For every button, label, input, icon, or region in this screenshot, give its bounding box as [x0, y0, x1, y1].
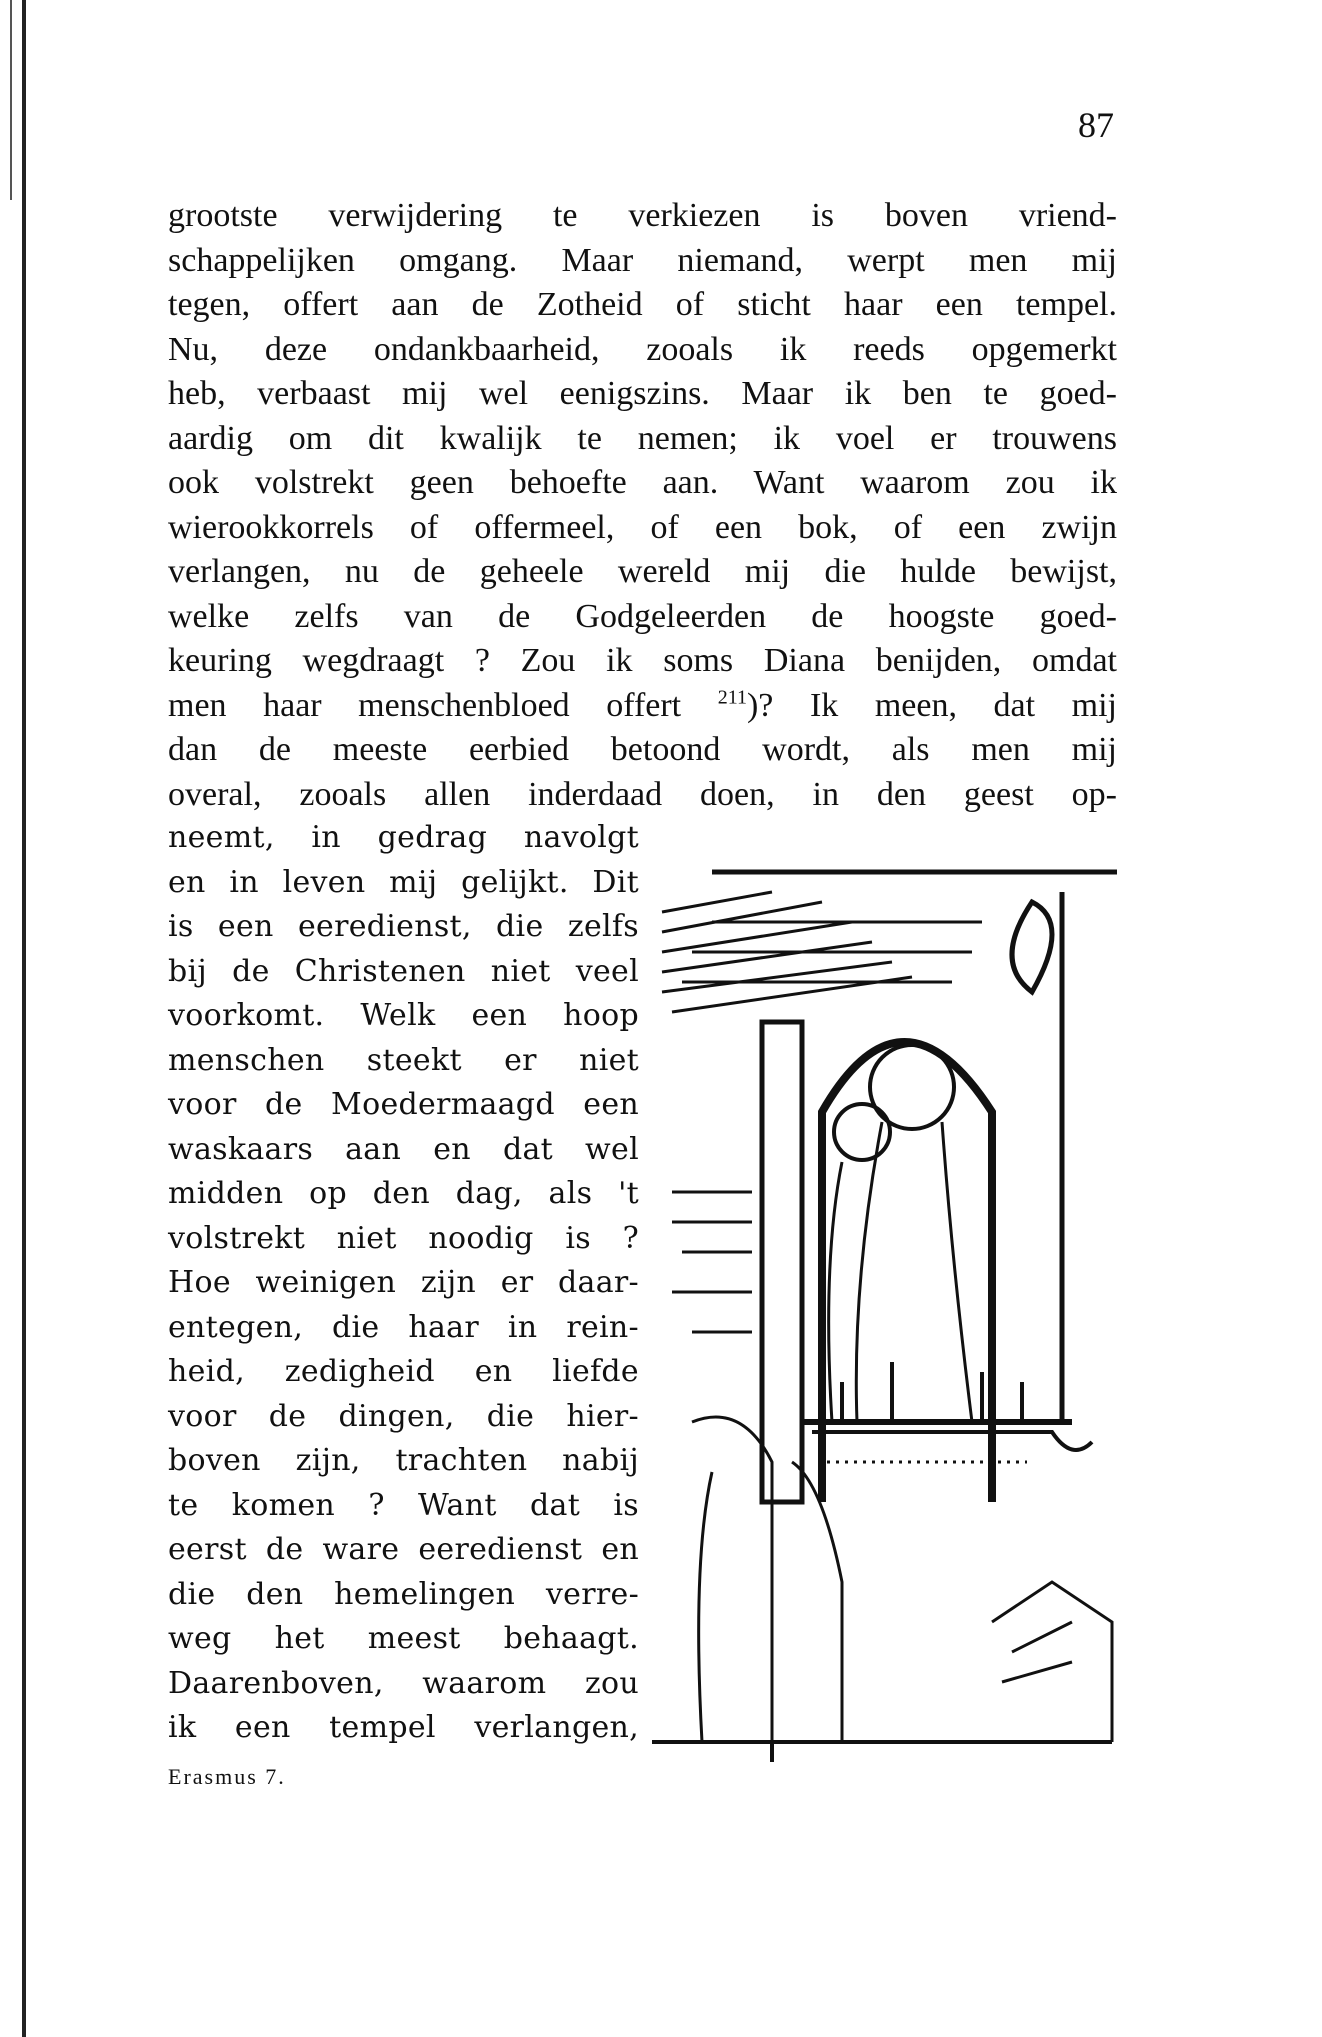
- text-line: welke zelfs van de Godgeleerden de hoogste goed-: [168, 597, 1117, 635]
- text-line: is een eeredienst, die zelfs: [168, 909, 639, 944]
- text-line: Daarenboven, waarom zou: [168, 1665, 639, 1701]
- scan-artifact: [10, 0, 12, 200]
- text-line: ik een tempel verlangen,: [168, 1710, 639, 1745]
- text-line: wierookkorrels of offermeel, of een bok, of een zwijn: [168, 508, 1117, 546]
- text-line: waskaars aan en dat wel: [168, 1131, 639, 1167]
- text-line: en in leven mij gelijkt. Dit: [168, 864, 639, 900]
- text-line: schappelijken omgang. Maar niemand, werpt men mij: [168, 241, 1117, 279]
- text-line: voor de Moedermaagd een: [168, 1087, 639, 1122]
- text-line: volstrekt niet noodig is ?: [168, 1220, 639, 1256]
- text-line: tegen, offert aan de Zotheid of sticht haar een tempel.: [168, 286, 1117, 323]
- woodcut-illustration-madonna-shrine: [652, 862, 1122, 1762]
- text-line: die den hemelingen verre-: [168, 1576, 639, 1612]
- text-line: Nu, deze ondankbaarheid, zooals ik reeds opgemerkt: [168, 330, 1117, 368]
- text-line: te komen ? Want dat is: [168, 1487, 639, 1523]
- body-text-narrow: [168, 816, 639, 1751]
- text-line: weg het meest behaagt.: [168, 1621, 639, 1656]
- text-line: grootste verwijdering te verkiezen is boven vriend-: [168, 197, 1117, 234]
- text-line: overal, zooals allen inderdaad doen, in den geest op-: [168, 775, 1117, 813]
- text-line: entegen, die haar in rein-: [168, 1309, 639, 1345]
- page-binding-edge: [22, 0, 26, 2037]
- text-line: eerst de ware eeredienst en: [168, 1532, 639, 1567]
- text-line: voorkomt. Welk een hoop: [168, 998, 639, 1033]
- text-line: dan de meeste eerbied betoond wordt, als men mij: [168, 731, 1117, 768]
- text-line: bij de Christenen niet veel: [168, 953, 639, 989]
- text-line: heb, verbaast mij wel eenigszins. Maar ik ben te goed-: [168, 375, 1117, 412]
- text-line: boven zijn, trachten nabij: [168, 1443, 639, 1478]
- text-line: [168, 684, 1117, 729]
- text-line: midden op den dag, als 't: [168, 1176, 639, 1211]
- text-line: verlangen, nu de geheele wereld mij die hulde bewijst,: [168, 553, 1117, 590]
- text-line: voor de dingen, die hier-: [168, 1398, 639, 1434]
- text-line: keuring wegdraagt ? Zou ik soms Diana benijden, omdat: [168, 642, 1117, 679]
- text-fragment: )? Ik meen, dat mij: [746, 686, 1118, 724]
- text-fragment: men haar menschenbloed offert: [168, 686, 682, 724]
- text-line: Hoe weinigen zijn er daar-: [168, 1265, 639, 1300]
- text-line: ook volstrekt geen behoefte aan. Want waarom zou ik: [168, 464, 1117, 501]
- body-text-full: [168, 194, 1117, 817]
- text-line: neemt, in gedrag navolgt: [168, 820, 639, 855]
- footnote-ref[interactable]: 211: [717, 686, 747, 709]
- page-number: 87: [1078, 105, 1114, 145]
- text-line: heid, zedigheid en liefde: [168, 1354, 639, 1389]
- text-line: aardig om dit kwalijk te nemen; ik voel er trouwens: [168, 419, 1117, 457]
- printer-signature-mark: Erasmus 7.: [168, 1764, 286, 1789]
- text-line: menschen steekt er niet: [168, 1042, 639, 1078]
